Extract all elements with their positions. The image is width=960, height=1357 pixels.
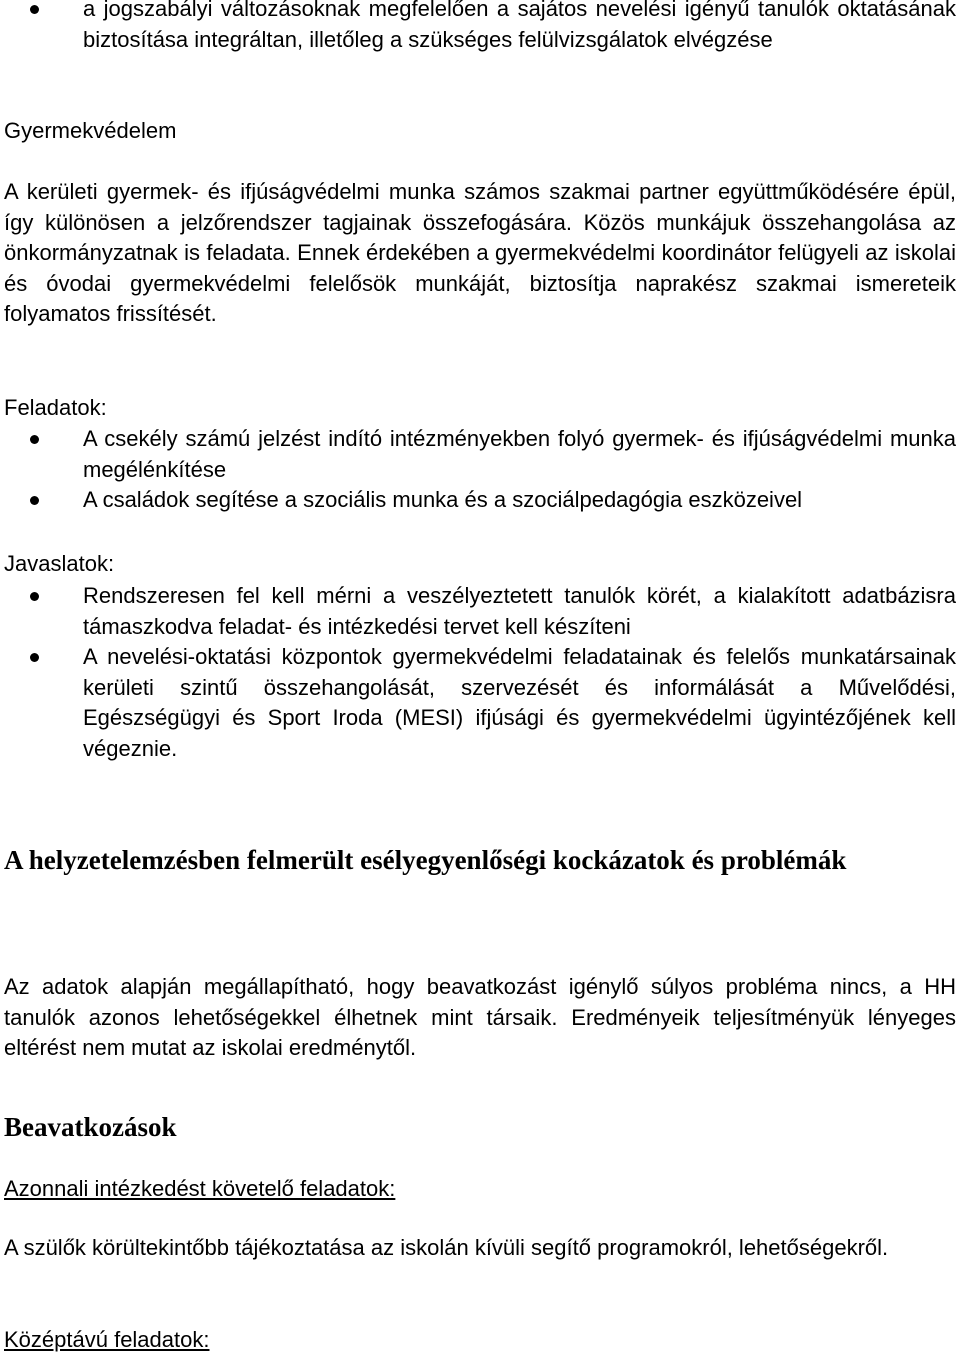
- top-bullet-list: [4, 0, 956, 55]
- interventions-heading: Beavatkozások: [4, 1112, 177, 1142]
- midterm-tasks-label: Középtávú feladatok:: [4, 1327, 210, 1352]
- tasks-list: [4, 424, 956, 516]
- child-protection-paragraph: A kerületi gyermek- és ifjúságvédelmi munka számos szakmai partner együttműködésére épül, így különösen a jelzőrendszer tagjainak összefogására. Közös munkájuk összehangolása az önkormányzatnak is feladata. Ennek érdekében a gyermekvédelmi koordinátor felügyeli az iskolai és óvodai gyermekvédelmi felelősök munkáját, biztosítja naprakész szakmai ismereteik folyamatos frissítését.: [4, 179, 956, 327]
- risks-heading: A helyzetelemzésben felmerült esélyegyenlőségi kockázatok és problémák: [4, 845, 847, 875]
- list-item: a jogszabályi változásoknak megfelelően a sajátos nevelési igényű tanulók oktatásának biztosítása integráltan, illetőleg a szükséges felülvizsgálatok elvégzése: [4, 0, 956, 55]
- proposals-label: Javaslatok:: [4, 551, 115, 576]
- risks-paragraph: Az adatok alapján megállapítható, hogy beavatkozást igénylő súlyos probléma nincs, a HH tanulók azonos lehetőségekkel élhetnek mint társaik. Eredményeik teljesítményük lényeges eltérést nem mutat az iskolai eredménytől.: [4, 974, 956, 1061]
- proposals-list: [4, 581, 956, 765]
- list-item: A családok segítése a szociális munka és a szociálpedagógia eszközeivel: [4, 485, 956, 516]
- tasks-label: Feladatok:: [4, 395, 107, 420]
- immediate-tasks-text: A szülők körültekintőbb tájékoztatása az iskolán kívüli segítő programokról, lehetőségekről.: [4, 1235, 889, 1260]
- list-item: Rendszeresen fel kell mérni a veszélyeztetett tanulók körét, a kialakított adatbázisra támaszkodva feladat- és intézkedési tervet kell készíteni: [4, 581, 956, 642]
- list-item: A csekély számú jelzést indító intézményekben folyó gyermek- és ifjúságvédelmi munka megélénkítése: [4, 424, 956, 485]
- immediate-tasks-label: Azonnali intézkedést követelő feladatok:: [4, 1176, 396, 1201]
- section-heading-child-protection: Gyermekvédelem: [4, 118, 177, 143]
- list-item: A nevelési-oktatási központok gyermekvédelmi feladatainak és felelős munkatársainak kerületi szintű összehangolását, szervezését és informálását a Művelődési, Egészségügyi és Sport Iroda (MESI) ifjúsági és gyermekvédelmi ügyintézőjének kell végeznie.: [4, 642, 956, 764]
